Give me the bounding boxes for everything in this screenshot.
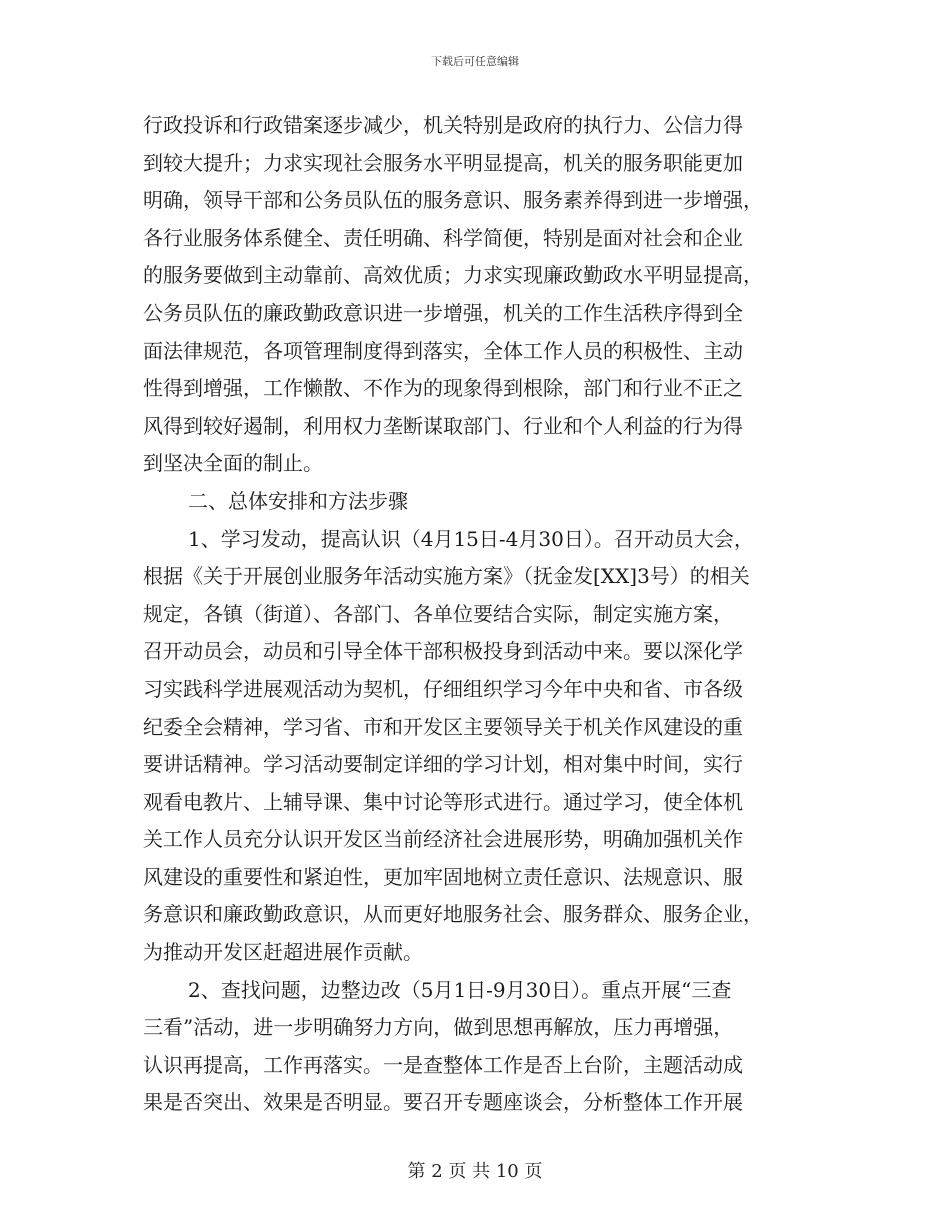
page-footer: 第 2 页 共 10 页 xyxy=(407,1161,543,1182)
text-line: 面法律规范，各项管理制度得到落实，全体工作人员的积极性、主动 xyxy=(143,338,743,363)
text-line: 行政投诉和行政错案逐步减少，机关特别是政府的执行力、公信力得 xyxy=(143,113,743,137)
text-line: 召开动员会，动员和引导全体干部积极投身到活动中来。要以深化学 xyxy=(143,639,743,664)
text-line: 2、查找问题，边整边改（5月1日-9月30日）。重点开展“三查 xyxy=(188,977,732,1002)
text-line: 公务员队伍的廉政勤政意识进一步增强，机关的工作生活秩序得到全 xyxy=(143,300,743,325)
section-heading: 二、总体安排和方法步骤 xyxy=(188,488,408,513)
text-line: 根据《关于开展创业服务年活动实施方案》（抚金发[XX]3号）的相关 xyxy=(143,564,750,589)
text-line: 明确，领导干部和公务员队伍的服务意识、服务素养得到进一步增强， xyxy=(143,188,763,213)
text-line: 务意识和廉政勤政意识，从而更好地服务社会、服务群众、服务企业， xyxy=(143,902,763,927)
text-line: 风得到较好遏制，利用权力垄断谋取部门、行业和个人利益的行为得 xyxy=(143,413,743,438)
text-line: 观看电教片、上辅导课、集中讨论等形式进行。通过学习，使全体机 xyxy=(143,789,743,814)
page-header: 下载后可任意编辑 xyxy=(431,55,519,68)
text-line: 规定，各镇（街道）、各部门、各单位要结合实际，制定实施方案， xyxy=(143,601,733,626)
text-line: 纪委全会精神，学习省、市和开发区主要领导关于机关作风建设的重 xyxy=(143,714,743,739)
text-line: 认识再提高，工作再落实。一是查整体工作是否上台阶，主题活动成 xyxy=(143,1052,743,1077)
text-line: 关工作人员充分认识开发区当前经济社会进展形势，明确加强机关作 xyxy=(143,827,743,852)
text-line: 的服务要做到主动靠前、高效优质；力求实现廉政勤政水平明显提高， xyxy=(143,263,763,288)
text-line: 各行业服务体系健全、责任明确、科学简便，特别是面对社会和企业 xyxy=(143,225,743,250)
text-line: 果是否突出、效果是否明显。要召开专题座谈会，分析整体工作开展 xyxy=(143,1090,743,1115)
text-line: 风建设的重要性和紧迫性，更加牢固地树立责任意识、法规意识、服 xyxy=(143,864,743,889)
text-line: 习实践科学进展观活动为契机，仔细组织学习今年中央和省、市各级 xyxy=(143,676,743,701)
text-line: 要讲话精神。学习活动要制定详细的学习计划，相对集中时间，实行 xyxy=(143,752,743,777)
text-line: 到较大提升；力求实现社会服务水平明显提高，机关的服务职能更加 xyxy=(143,150,743,175)
text-line: 为推动开发区赶超进展作贡献。 xyxy=(143,940,423,965)
text-line: 到坚决全面的制止。 xyxy=(143,451,323,476)
text-line: 1、学习发动，提高认识（4月15日-4月30日）。召开动员大会， xyxy=(188,526,754,551)
text-line: 性得到增强，工作懒散、不作为的现象得到根除，部门和行业不正之 xyxy=(143,376,743,401)
text-line: 三看”活动，进一步明确努力方向，做到思想再解放，压力再增强， xyxy=(143,1015,734,1040)
document-body xyxy=(143,107,809,1122)
